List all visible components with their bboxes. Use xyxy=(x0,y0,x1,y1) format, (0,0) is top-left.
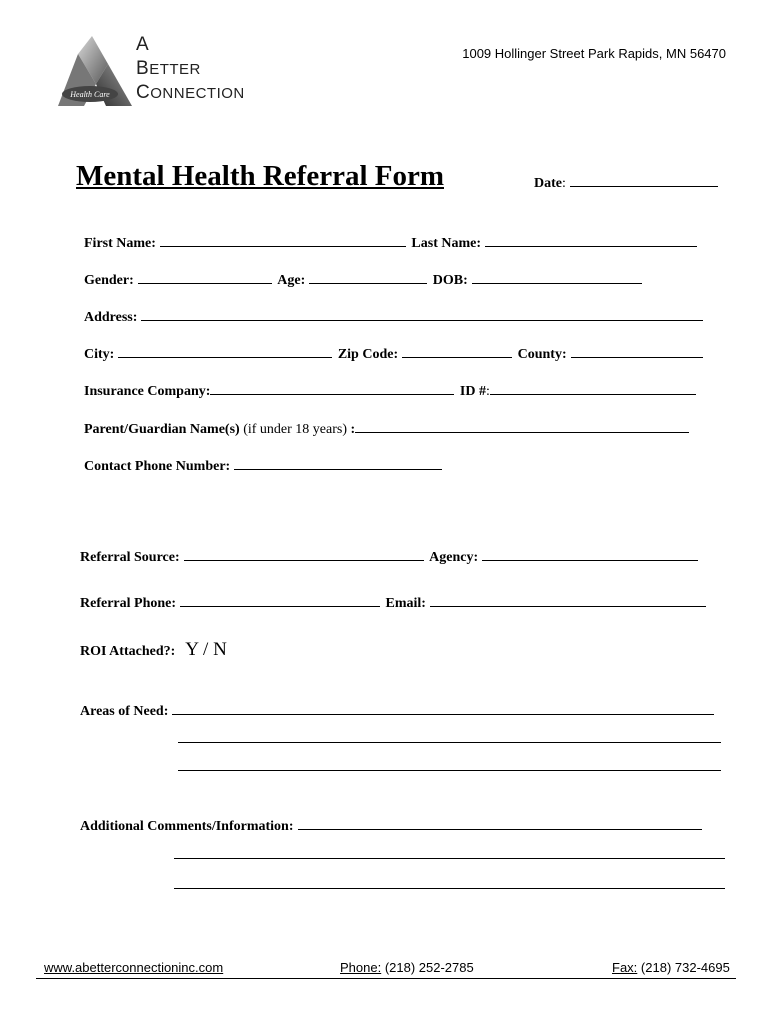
agency-label: Agency: xyxy=(429,550,479,565)
footer-phone-label: Phone: xyxy=(340,960,382,975)
guardian-line[interactable] xyxy=(355,419,689,433)
dob-line[interactable] xyxy=(472,270,642,284)
areas-of-need-label: Areas of Need: xyxy=(80,704,169,719)
logo-word-a: A xyxy=(136,34,150,55)
first-name-line[interactable] xyxy=(160,233,406,247)
areas-of-need-row xyxy=(80,701,716,721)
guardian-label: Parent/Guardian Name(s) xyxy=(84,422,240,437)
age-label: Age: xyxy=(277,273,306,288)
agency-line[interactable] xyxy=(482,547,698,561)
company-logo xyxy=(56,34,256,114)
roi-row xyxy=(80,641,227,661)
areas-of-need-line-2[interactable] xyxy=(178,742,721,743)
email-line[interactable] xyxy=(430,593,706,607)
last-name-line[interactable] xyxy=(485,233,697,247)
comments-line[interactable] xyxy=(298,816,702,830)
date-field: Date: xyxy=(534,174,718,192)
city-label: City: xyxy=(84,347,115,362)
guardian-row: Parent/Guardian Name(s) (if under 18 years) : xyxy=(84,419,691,439)
age-line[interactable] xyxy=(309,270,427,284)
county-label: County: xyxy=(517,347,567,362)
roi-choice[interactable]: Y / N xyxy=(185,639,227,660)
triangle-logo-icon xyxy=(56,34,136,114)
city-row xyxy=(84,344,705,364)
areas-of-need-line-3[interactable] xyxy=(178,770,721,771)
insurance-label: Insurance Company: xyxy=(84,384,211,399)
comments-line-3[interactable] xyxy=(174,888,725,889)
footer-divider xyxy=(36,978,736,979)
logo-word-connection: CONNECTION xyxy=(136,82,245,103)
address-row xyxy=(84,307,705,327)
insurance-row: Insurance Company: ID #: xyxy=(84,381,698,401)
logo-badge: Health Care xyxy=(70,90,110,99)
company-address: 1009 Hollinger Street Park Rapids, MN 56470 xyxy=(462,46,726,61)
date-line[interactable] xyxy=(570,174,718,187)
address-label: Address: xyxy=(84,310,138,325)
zip-label: Zip Code: xyxy=(337,347,399,362)
zip-line[interactable] xyxy=(402,344,512,358)
footer-phone xyxy=(340,960,474,975)
gender-label: Gender: xyxy=(84,273,134,288)
address-line[interactable] xyxy=(141,307,703,321)
comments-row xyxy=(80,816,704,836)
referral-phone-row xyxy=(80,593,708,613)
name-row xyxy=(84,233,699,253)
footer-fax-number: (218) 732-4695 xyxy=(640,960,730,975)
footer-fax-label: Fax: xyxy=(612,960,638,975)
referral-source-label: Referral Source: xyxy=(80,550,180,565)
guardian-note: (if under 18 years) xyxy=(243,422,347,437)
county-line[interactable] xyxy=(571,344,703,358)
email-label: Email: xyxy=(385,596,426,611)
first-name-label: First Name: xyxy=(84,236,156,251)
logo-word-better: BETTER xyxy=(136,58,201,79)
date-label: Date xyxy=(534,176,562,191)
referral-phone-line[interactable] xyxy=(180,593,380,607)
contact-phone-row xyxy=(84,456,444,476)
roi-label: ROI Attached?: xyxy=(80,644,176,659)
gender-line[interactable] xyxy=(138,270,272,284)
referral-source-row xyxy=(80,547,700,567)
referral-phone-label: Referral Phone: xyxy=(80,596,177,611)
footer-fax xyxy=(612,960,730,975)
referral-source-line[interactable] xyxy=(184,547,424,561)
form-title: Mental Health Referral Form xyxy=(76,160,444,192)
contact-phone-label: Contact Phone Number: xyxy=(84,459,231,474)
areas-of-need-line[interactable] xyxy=(172,701,714,715)
comments-label: Additional Comments/Information: xyxy=(80,819,294,834)
insurance-line[interactable] xyxy=(210,381,454,395)
last-name-label: Last Name: xyxy=(411,236,482,251)
id-label: ID # xyxy=(459,384,486,399)
comments-line-2[interactable] xyxy=(174,858,725,859)
footer-website[interactable]: www.abetterconnectioninc.com xyxy=(44,960,224,975)
contact-phone-line[interactable] xyxy=(234,456,442,470)
dob-label: DOB: xyxy=(432,273,468,288)
demographics-row xyxy=(84,270,644,290)
city-line[interactable] xyxy=(118,344,332,358)
footer-phone-number: (218) 252-2785 xyxy=(384,960,474,975)
id-line[interactable] xyxy=(490,381,696,395)
